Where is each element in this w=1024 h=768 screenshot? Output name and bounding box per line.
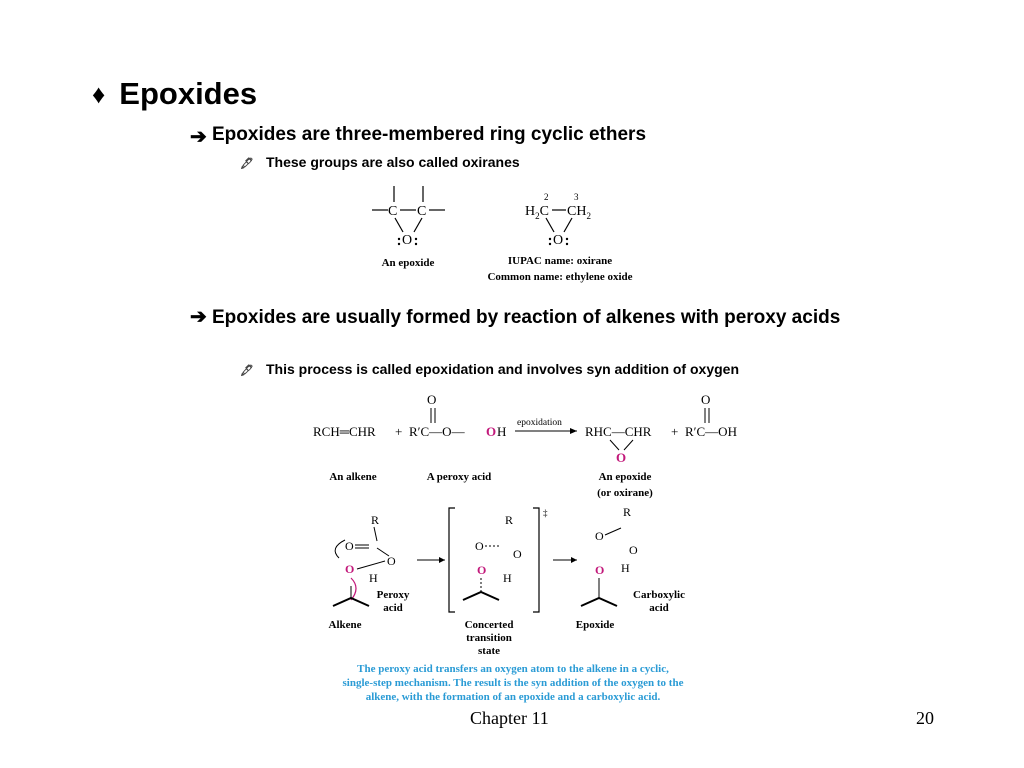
epoxidation-reaction — [313, 392, 737, 499]
svg-text:CH2: $CH_2$ — [567, 204, 591, 221]
peroxy-acid-mech-label: Peroxy — [376, 589, 410, 601]
peracid-formula: R′C—O— — [409, 424, 465, 439]
epoxide-product-oxygen: O — [616, 450, 627, 465]
alkene-formula: RCH═CHR — [313, 424, 376, 439]
caption-line-2: single-step mechanism. The result is the syn addition of the oxygen to the — [342, 677, 684, 689]
epoxidation-arrow-label: epoxidation — [517, 418, 562, 428]
carboxylic-acid-label: Carboxylic — [633, 589, 685, 601]
bullet-point-2-text: Epoxides are usually formed by reaction of alkenes with peroxy acids — [212, 307, 841, 328]
mechanism-products — [576, 505, 685, 631]
peracid-hydrogen: H — [497, 424, 507, 439]
svg-text:O: O — [402, 233, 413, 248]
plus-sign: + — [671, 424, 679, 439]
arrow-bullet-icon: ➔ — [190, 306, 207, 328]
ts-label-1: Concerted — [464, 619, 514, 631]
acid-carbonyl-oxygen: O — [595, 529, 604, 543]
epoxide-label: An epoxide — [381, 257, 435, 269]
epoxidation-figure — [305, 388, 765, 708]
hydrogen: H — [503, 571, 512, 585]
carbonyl-oxygen: O — [475, 539, 484, 553]
oxirane-label: (or oxirane) — [597, 487, 653, 499]
hydrogen: H — [369, 571, 378, 585]
epoxide-product-formula: RHC—CHR — [585, 424, 652, 439]
common-name-label: Common name: ethylene oxide — [487, 271, 633, 283]
epoxide-oxygen: O — [595, 563, 605, 577]
peracid-oxygen: O — [486, 424, 497, 439]
ether-oxygen: O — [513, 547, 522, 561]
oxirane-structure — [487, 192, 632, 283]
epoxide-mech-label: Epoxide — [575, 619, 615, 631]
bullet-point-2 — [190, 304, 930, 331]
r-group: R — [371, 513, 380, 527]
footer-page-number: 20 — [916, 708, 934, 728]
arrow-bullet-icon: ➔ — [190, 126, 207, 148]
hydrogen: H — [621, 561, 630, 575]
ether-oxygen: O — [387, 554, 396, 568]
slide-title-text: Epoxides — [119, 76, 258, 111]
generic-epoxide-structure — [372, 186, 445, 269]
epoxide-structures-figure — [360, 182, 660, 288]
svg-text:C: C — [417, 204, 427, 219]
carbonyl-oxygen: O — [345, 539, 354, 553]
mechanism-reactants — [329, 513, 410, 631]
sub-point-1-text: These groups are also called oxiranes — [266, 154, 520, 170]
diamond-bullet-icon: ♦ — [92, 78, 106, 109]
alkene-mech-label: Alkene — [328, 619, 362, 631]
ts-label-3: state — [478, 645, 500, 657]
sub-bullet-icon: 🖋 — [240, 158, 254, 170]
caption-line-3: alkene, with the formation of an epoxide and a carboxylic acid. — [365, 691, 661, 703]
carbon-number-2: 2 — [544, 192, 549, 202]
svg-text:H2C: $H_2C$ — [525, 204, 549, 221]
sub-point-1 — [240, 154, 520, 170]
carboxylic-acid-formula: R′C—OH — [685, 424, 737, 439]
transferred-oxygen: O — [477, 563, 487, 577]
mechanism-caption — [343, 663, 684, 703]
epoxide-label: An epoxide — [598, 471, 652, 483]
r-group: R — [623, 505, 632, 519]
footer-chapter: Chapter 11 — [470, 708, 549, 728]
ts-label-2: transition — [466, 632, 512, 644]
peroxy-acid-label: A peroxy acid — [426, 471, 492, 483]
svg-text:O: O — [553, 233, 564, 248]
sub-point-2 — [240, 361, 739, 377]
peroxy-acid-mech-label-2: acid — [383, 602, 403, 614]
caption-line-1: The peroxy acid transfers an oxygen atom to the alkene in a cyclic, — [357, 663, 669, 675]
transition-state — [449, 508, 548, 657]
acid-hydroxyl-oxygen: O — [629, 543, 638, 557]
svg-text:C: C — [388, 204, 398, 219]
peracid-carbonyl-oxygen: O — [427, 392, 437, 407]
slide-title — [92, 76, 257, 112]
sub-point-2-text: This process is called epoxidation and involves syn addition of oxygen — [266, 361, 739, 377]
transition-state-mark: ‡ — [543, 508, 548, 518]
carbon-number-3: 3 — [574, 192, 579, 202]
iupac-name-label: IUPAC name: oxirane — [507, 255, 613, 267]
bullet-point-1-text: Epoxides are three-membered ring cyclic ethers — [212, 124, 647, 145]
bullet-point-1 — [190, 124, 950, 149]
alkene-label: An alkene — [329, 471, 377, 483]
carboxylic-acid-label-2: acid — [649, 602, 669, 614]
r-group: R — [505, 513, 514, 527]
acid-carbonyl-oxygen: O — [701, 392, 711, 407]
sub-bullet-icon: 🖋 — [240, 365, 254, 377]
plus-sign: + — [395, 424, 403, 439]
transferred-oxygen: O — [345, 562, 355, 576]
